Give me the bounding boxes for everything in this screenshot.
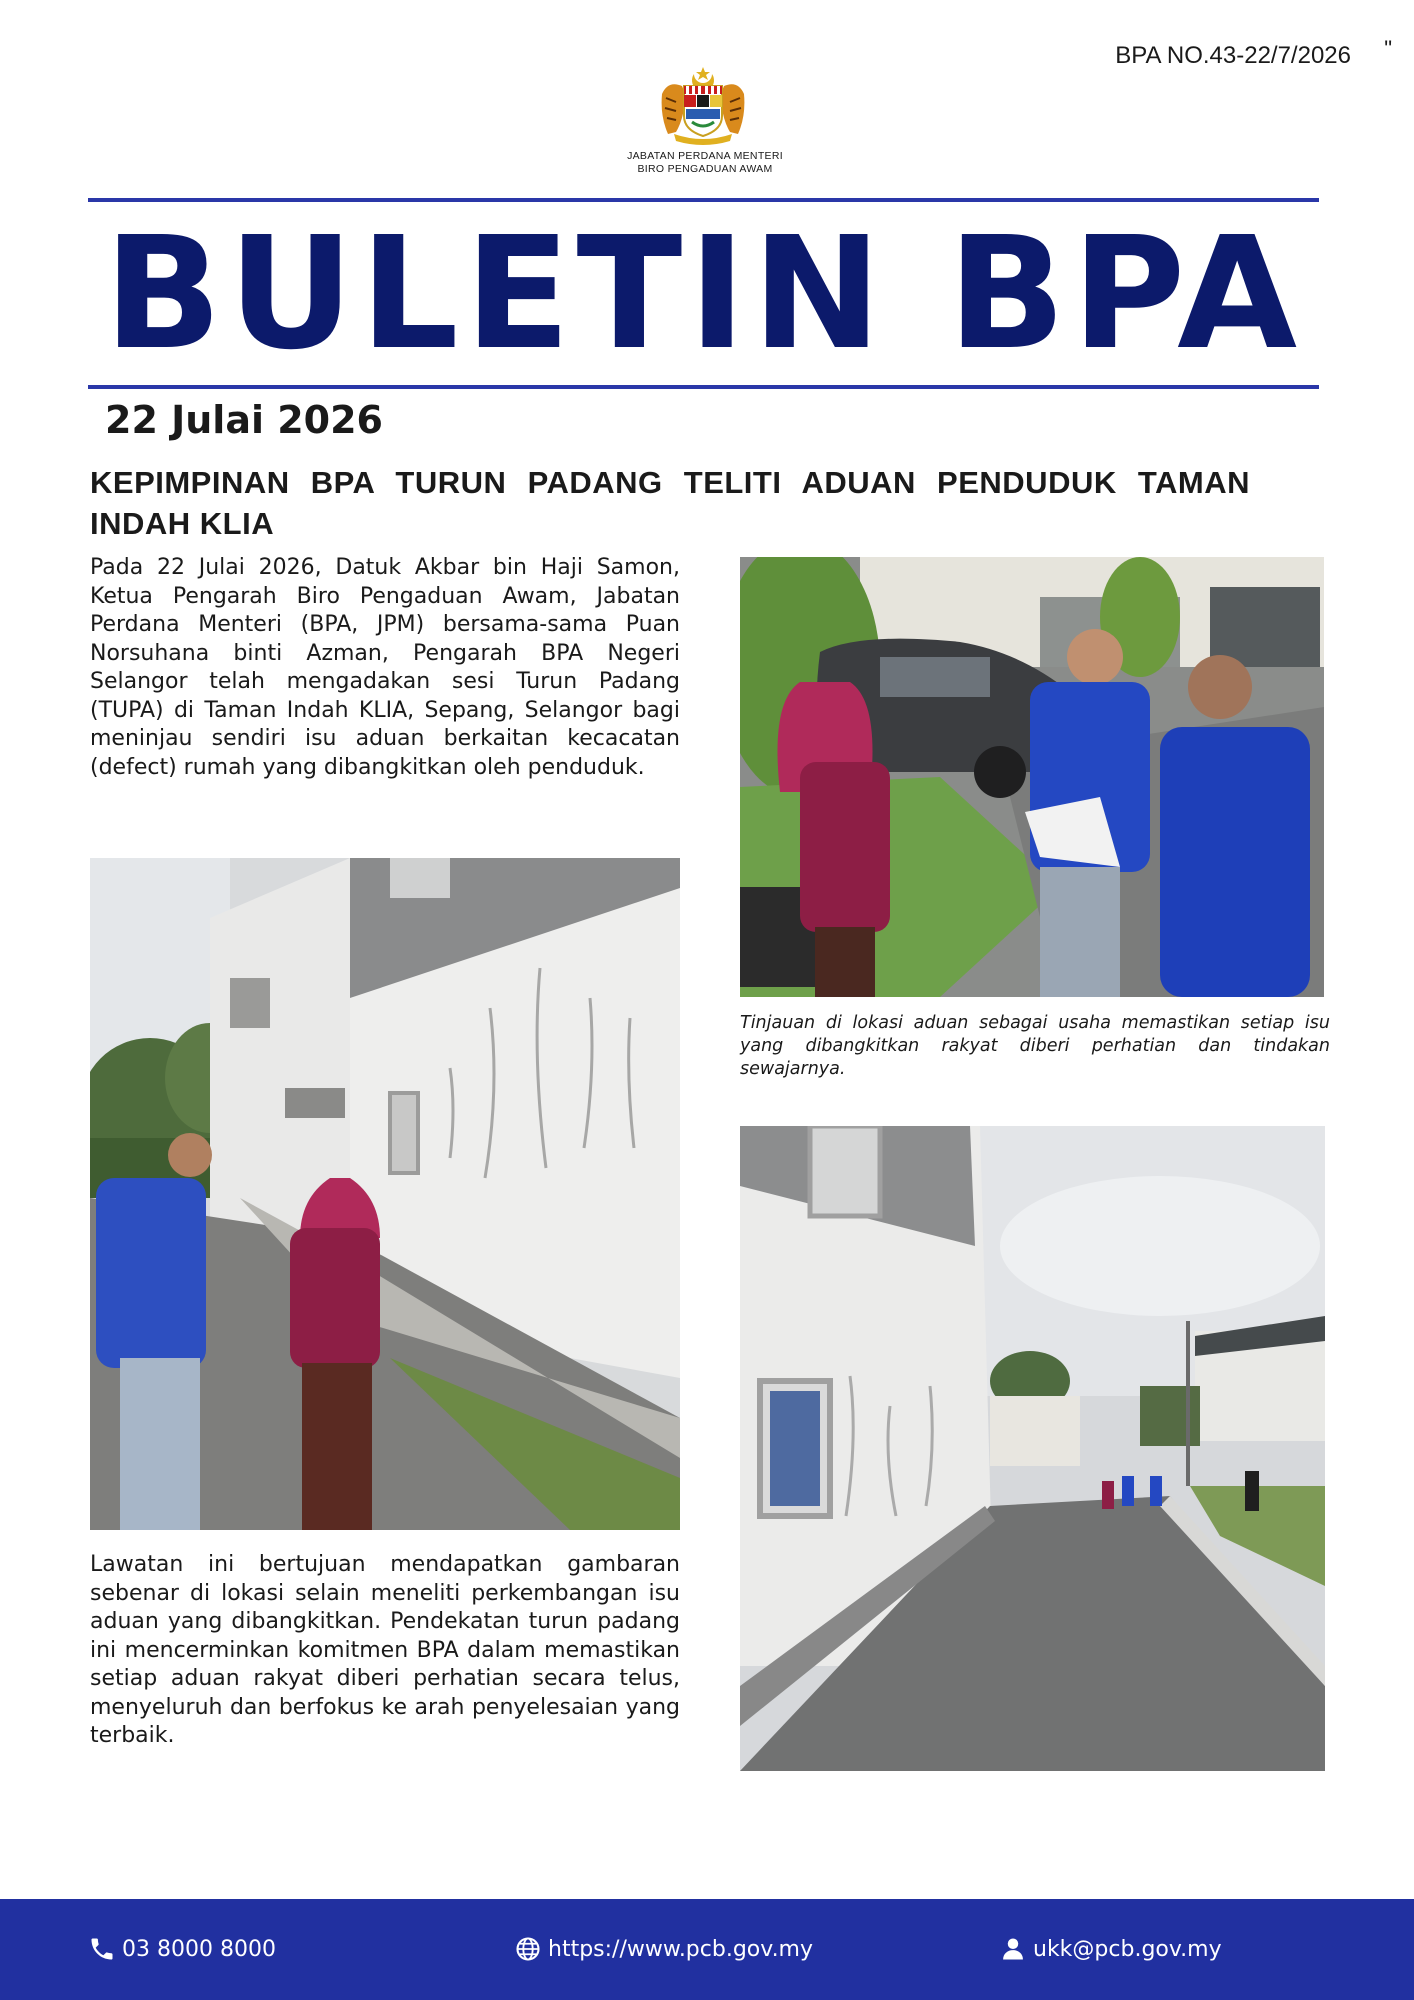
article-paragraph-1: Pada 22 Julai 2026, Datuk Akbar bin Haji Samon, Ketua Pengarah Biro Pengaduan Awam, Jabatan Perdana Menteri (BPA, JPM) bersama-sama Puan Norsuhana binti Azman, Pengarah BPA Negeri Selangor telah mengadakan sesi Turun Padang (TUPA) di Taman Indah KLIA, Sepang, Selangor bagi meninjau sendiri isu aduan berkaitan kecacatan (defect) rumah yang dibangkitkan oleh penduduk.	[90, 555, 680, 780]
globe-icon	[514, 1935, 542, 1963]
phone-icon	[88, 1935, 116, 1963]
footer-website-link[interactable]: https://www.pcb.gov.my	[548, 1936, 814, 1962]
photo-site-discussion	[740, 557, 1324, 997]
footer-website[interactable]	[514, 1935, 813, 1963]
footer-email[interactable]	[999, 1935, 1222, 1963]
malaysia-coat-of-arms-icon	[648, 64, 758, 148]
footer-phone	[88, 1935, 276, 1963]
article-headline: KEPIMPINAN BPA TURUN PADANG TELITI ADUAN PENDUDUK TAMAN INDAH KLIA	[90, 465, 1250, 541]
photo-wall-inspection	[90, 858, 680, 1530]
masthead-top-rule	[88, 198, 1319, 202]
department-name	[560, 150, 850, 176]
footer-email-link[interactable]: ukk@pcb.gov.my	[1033, 1936, 1222, 1962]
department-line-1: JABATAN PERDANA MENTERI	[627, 150, 783, 162]
issue-date: 22 Julai 2026	[105, 398, 383, 442]
footer-phone-text: 03 8000 8000	[122, 1936, 276, 1962]
article-paragraph-2: Lawatan ini bertujuan mendapatkan gambaran sebenar di lokasi selain meneliti perkembangan isu aduan yang dibangkitkan. Pendekatan turun padang ini mencerminkan komitmen BPA dalam memastikan setiap aduan rakyat diberi perhatian secara telus, menyeluruh dan berfokus ke arah penyelesaian yang terbaik.	[90, 1552, 680, 1748]
user-icon	[999, 1935, 1027, 1963]
department-line-2: BIRO PENGADUAN AWAM	[637, 163, 773, 175]
quote-mark: "	[1384, 36, 1392, 61]
photo-house-lane	[740, 1126, 1325, 1771]
photo-caption: Tinjauan di lokasi aduan sebagai usaha memastikan setiap isu yang dibangkitkan rakyat diberi perhatian dan tindakan sewajarnya.	[740, 1013, 1330, 1079]
reference-number: BPA NO.43-22/7/2026	[1115, 42, 1351, 69]
footer-bar	[0, 1899, 1414, 2000]
masthead-title: BULETIN BPA	[103, 203, 1304, 384]
masthead-bottom-rule	[88, 385, 1319, 389]
